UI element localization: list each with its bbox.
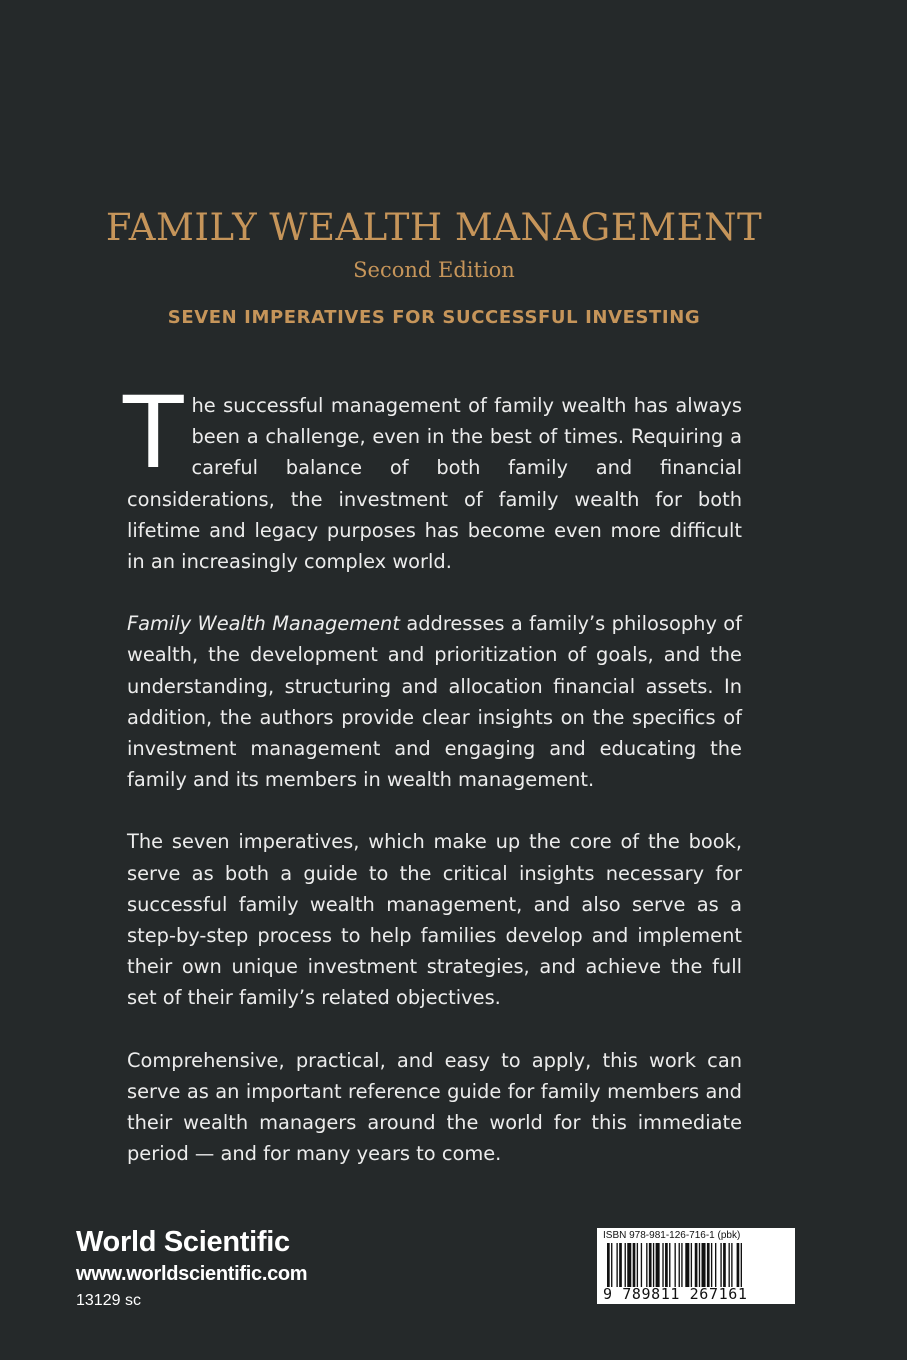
barcode-bar [702,1243,706,1287]
barcode-bar [729,1243,730,1287]
barcode-bar [675,1243,676,1287]
barcode-bars-icon [603,1243,789,1287]
barcode-bar [741,1243,742,1287]
barcode-bar [723,1243,726,1287]
barcode-digits: 9 789811 267161 [603,1285,748,1303]
drop-cap: T [123,376,184,491]
barcode-bar [625,1243,626,1287]
edition-label: Second Edition [353,258,515,282]
barcode-bar [707,1243,710,1287]
catalog-code: 13129 sc [76,1292,141,1309]
publisher-name: World Scientific [76,1226,290,1258]
barcode-bar [662,1243,663,1287]
blurb-paragraph-2 [127,608,742,795]
isbn-label: ISBN 978-981-126-716-1 (pbk) [603,1230,741,1241]
barcode-bar [720,1243,721,1287]
barcode-bar [695,1243,698,1287]
barcode-bar [665,1243,668,1287]
book-title: FAMILY WEALTH MANAGEMENT [105,206,763,249]
book-subtitle: SEVEN IMPERATIVES FOR SUCCESSFUL INVESTING [167,307,701,328]
barcode-bar [699,1243,700,1287]
blurb-paragraph-2-text: addresses a family’s philosophy of wealth, the development and prioritization of goals, and the understanding, structuring and allocation financial assets. In addition, the authors provide clear insights on the specifics of investment management and engaging and educating the family and its members in wealth management. [127,612,742,792]
barcode-bar [611,1243,612,1287]
barcode-bar [649,1243,652,1287]
barcode-bar [619,1243,622,1287]
barcode-bar [737,1243,740,1287]
barcode-bar [711,1243,712,1287]
barcode-bar [731,1243,732,1287]
barcode-bar [637,1243,638,1287]
barcode-bar [653,1243,654,1287]
barcode-bar [681,1243,682,1287]
blurb-paragraph-4: Comprehensive, practical, and easy to apply, this work can serve as an important reference guide for family members and their wealth managers around the world for this immediate period — and for many years to come. [127,1048,742,1166]
barcode-bar [616,1243,617,1287]
blurb-text [123,376,742,1200]
book-title-reference: Family Wealth Management [127,612,400,636]
barcode-bar [656,1243,660,1287]
barcode-bar [607,1243,610,1287]
blurb-paragraph-1-text: he successful management of family wealth has always been a challenge, even in the best of times. Requiring a careful balance of both family and financial considerations, the investment of family wealth for both lifetime and legacy purposes has become even more difficult in an increasingly complex world. [127,394,742,574]
blurb-paragraph-3: The seven imperatives, which make up the core of the book, serve as both a guide to the critical insights necessary for successful family wealth management, and also serve as a step-by-step process to help families develop and implement their own unique investment strategies, and achieve the full set of their family’s related objectives. [127,830,742,1010]
blurb-paragraph-1 [123,376,742,577]
barcode-bar [627,1243,631,1287]
barcode-bar [685,1243,689,1287]
barcode-bar [669,1243,670,1287]
publisher-url: www.worldscientific.com [76,1263,308,1285]
barcode-bar [691,1243,692,1287]
barcode-bar [633,1243,636,1287]
barcode-bar [715,1243,716,1287]
barcode-bar [641,1243,642,1287]
publisher-block [76,1225,307,1313]
barcode-bar [646,1243,647,1287]
barcode-bar [679,1243,680,1287]
isbn-barcode [597,1228,795,1304]
